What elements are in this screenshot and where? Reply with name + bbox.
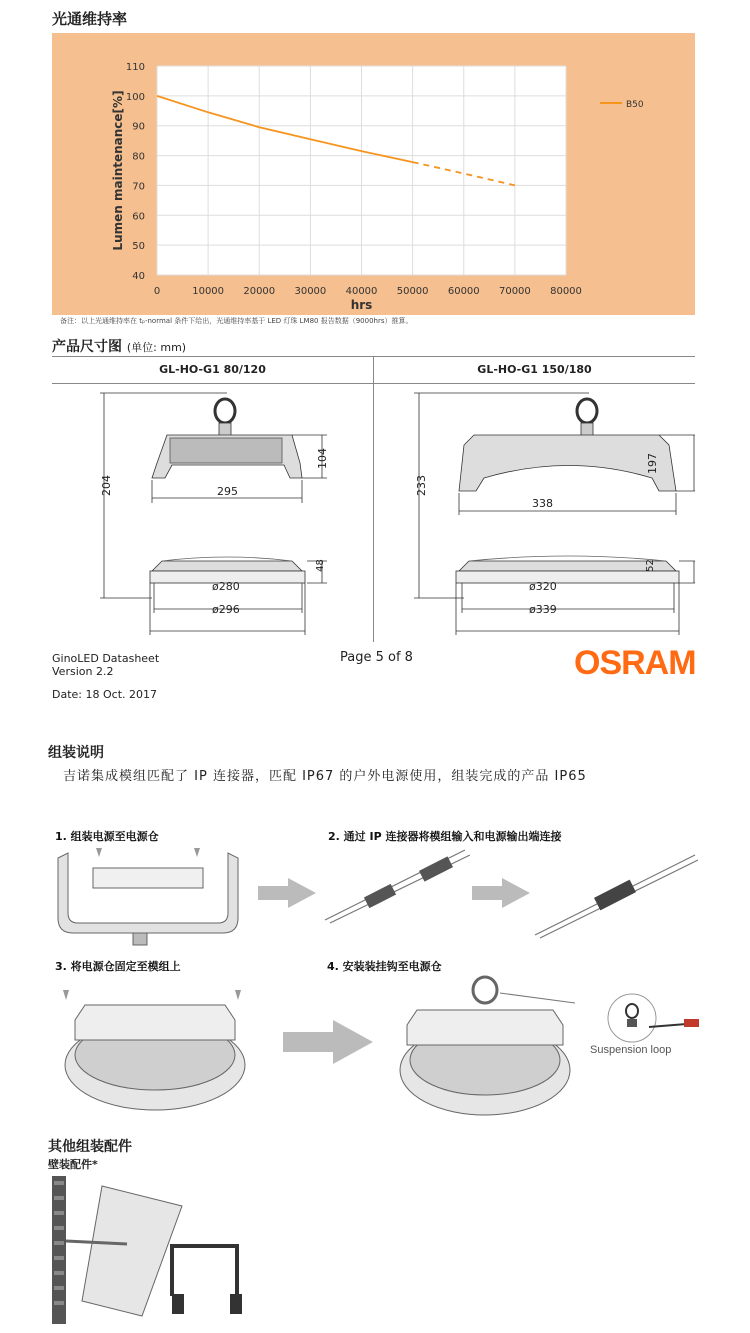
accessories-title: 其他组装配件	[48, 1139, 132, 1155]
lumen-title: 光通维持率	[52, 10, 128, 28]
step-1-illustration	[48, 843, 248, 948]
y-tick-label: 50	[132, 241, 145, 253]
x-tick-label: 0	[153, 286, 161, 297]
wall-mount-label: 壁装配件*	[48, 1158, 98, 1171]
dimension-table	[52, 356, 695, 642]
footer-doc: GinoLED Datasheet	[52, 652, 160, 665]
model-1-body-height: 104	[316, 448, 329, 469]
model-2-width: 338	[532, 497, 553, 510]
model-1-width: 295	[217, 485, 238, 498]
lumen-chart-svg	[52, 33, 695, 315]
x-tick-label: 30000	[294, 286, 327, 297]
model-2-module-height: 52	[644, 559, 656, 572]
connector-illustration	[320, 845, 470, 925]
lumen-chart	[52, 33, 695, 315]
x-tick-label: 40000	[345, 286, 378, 297]
x-axis-label: hrs	[350, 298, 373, 312]
arrow-icon	[258, 878, 316, 908]
model-2-total-height: 233	[415, 475, 428, 496]
x-tick-label: 70000	[498, 286, 531, 297]
dimension-title	[52, 336, 186, 356]
legend-label: B50	[626, 100, 644, 110]
model-2-diam-inner: ø320	[529, 580, 557, 593]
connected-illustration	[530, 850, 698, 940]
dimension-unit: (单位: mm)	[126, 341, 187, 354]
y-tick-label: 80	[132, 151, 145, 163]
step-1-label: 1. 组装电源至电源仓	[55, 830, 159, 843]
y-axis-label: Lumen maintenance[%]	[111, 90, 125, 251]
step-4-illustration	[395, 975, 575, 1120]
y-tick-label: 60	[132, 211, 145, 223]
arrow-icon	[472, 878, 530, 908]
y-tick-label: 110	[125, 62, 145, 73]
model-name-2: GL-HO-G1 150/180	[477, 363, 592, 376]
x-tick-label: 50000	[396, 286, 429, 297]
model-2-diam-outer: ø339	[529, 603, 557, 616]
osram-logo: OSRAM	[574, 644, 696, 682]
model-1-module-height: 48	[314, 559, 326, 572]
suspension-loop-detail	[604, 993, 704, 1043]
wall-mount-illustration	[52, 1176, 252, 1326]
footer-date: Date: 18 Oct. 2017	[52, 688, 157, 701]
step-3-illustration	[55, 985, 255, 1120]
footer-page: Page 5 of 8	[340, 650, 413, 665]
y-tick-label: 40	[132, 271, 145, 282]
lumen-note: 备注：以上光通维持率在 tₚ-normal 条件下给出，光通维持率基于 LED 灯珠 LM80 报告数据（9000hrs）推算。	[60, 317, 413, 325]
model-name-1: GL-HO-G1 80/120	[159, 363, 266, 376]
step-2-label: 2. 通过 IP 连接器将模组输入和电源输出端连接	[328, 830, 562, 843]
y-tick-label: 100	[125, 91, 145, 103]
model-2-body-height: 197	[646, 453, 659, 474]
assembly-title: 组装说明	[48, 745, 104, 761]
step-3-label: 3. 将电源仓固定至模组上	[55, 960, 181, 973]
y-tick-label: 70	[132, 181, 145, 193]
x-tick-label: 80000	[550, 286, 582, 297]
model-1-diam-outer: ø296	[212, 603, 240, 616]
x-tick-label: 10000	[192, 286, 225, 297]
model-1-total-height: 204	[100, 475, 113, 496]
step-4-label: 4. 安装装挂钩至电源仓	[327, 960, 442, 973]
dimension-title-text: 产品尺寸图	[52, 339, 122, 355]
model-1-diam-inner: ø280	[212, 580, 240, 593]
suspension-caption: Suspension loop	[590, 1044, 672, 1056]
x-tick-label: 20000	[243, 286, 276, 297]
x-tick-label: 60000	[447, 286, 480, 297]
arrow-icon	[283, 1020, 373, 1064]
y-tick-label: 90	[132, 121, 145, 133]
assembly-desc: 吉诺集成模组匹配了 IP 连接器，匹配 IP67 的户外电源使用，组装完成的产品 IP65	[63, 769, 587, 784]
footer-version: Version 2.2	[52, 665, 114, 678]
